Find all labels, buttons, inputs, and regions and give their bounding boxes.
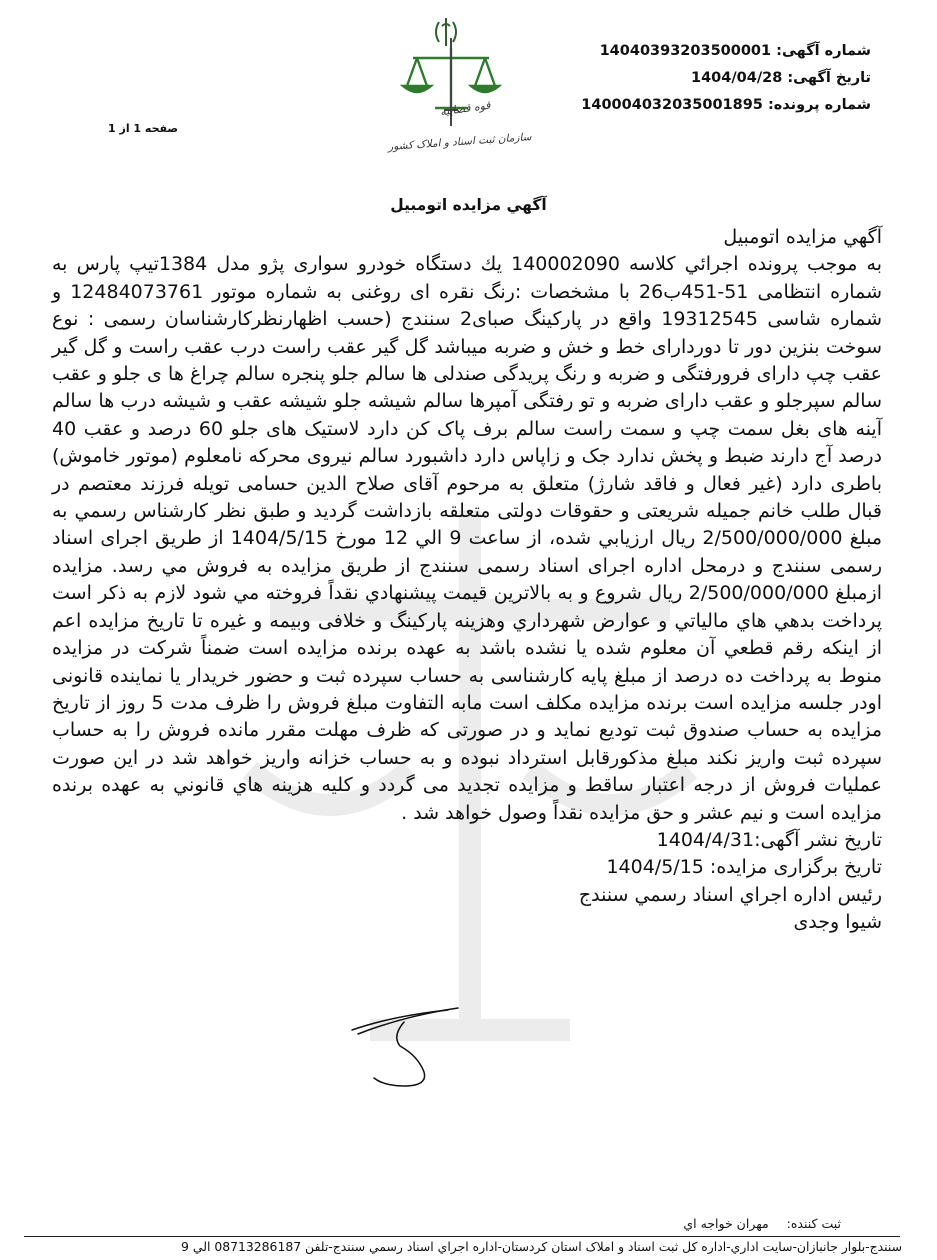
registrar-label: ثبت کننده: — [786, 1216, 841, 1231]
file-number-row — [581, 92, 871, 119]
auction-date-row — [52, 854, 882, 881]
handwritten-signature — [344, 1000, 464, 1090]
notice-date: 1404/04/28 — [691, 70, 783, 86]
body-heading: آگهي مزايده اتومبيل — [723, 226, 882, 248]
emblem-sub-org: سازمان ثبت اسناد و املاک کشور — [387, 131, 532, 153]
page-title: آگهي مزايده اتومبيل — [390, 196, 547, 214]
publish-date: 1404/4/31 — [656, 828, 755, 851]
auction-date: 1404/5/15 — [606, 856, 704, 879]
footer-divider — [24, 1236, 900, 1237]
publish-date-row — [52, 827, 882, 854]
notice-meta — [581, 38, 871, 119]
notice-body — [52, 224, 882, 937]
notice-number-row — [581, 38, 871, 65]
signer-title: رئيس اداره اجراي اسناد رسمي سنندج — [578, 883, 882, 906]
notice-number: 14040393203500001 — [599, 43, 772, 59]
footer-address: سنندج-بلوار جانبازان-سايت اداري-اداره کل ثبت اسناد و املاک استان کردستان-اداره اجراي اسناد رسمي سنندج-تلفن 08713286187 الي 9 — [181, 1239, 902, 1254]
file-number: 140004032035001895 — [581, 97, 763, 113]
emblem-org-name: قوه قضاییه — [439, 98, 492, 119]
body-paragraph: به موجب پرونده اجرائي كلاسه 140002090 يك دستگاه خودرو سواری پژو مدل 1384تیپ پارس به شماره انتظامی 51-451ب26 با مشخصات :رنگ نقره ای روغنی به شماره موتور 12484073761 و شماره شاسی 19312545 واقع در پارکینگ صبای2 سنندج (حسب اظهارنظرکارشناسان رسمی : نوع سوخت بنزین دور تا دوردارای خط و خش و ضربه میباشد گل گیر عقب راست درب عقب راست و گل گیر عقب چپ دارای فرورفتگی و ضربه و رنگ پریدگی صندلی ها سالم جلو پنجره سالم چراغ ها ی جلو و عقب سالم سپرجلو و عقب دارای ضربه و تو رفتگی آمپرها سالم شیشه جلو شیشه عقب و شیشه درب ها سالم آینه های بغل سمت چپ و سمت راست سالم برف پاک کن دارد لاستیک های جلو 60 درصد و عقب 40 درصد آج دارند ضبط و پخش ندارد جک و زاپاس دارد داشبورد سالم نیروی محرکه نامعلوم (موتور خاموش) باطری دارد (غیر فعال و فاقد شارژ) متعلق به مرحوم آقای صلاح الدین حسامی تویله فرزند معتصم در قبال طلب خانم جمیله شریعتی و حقوقات دولتی متعلقه بازداشت گردید و طبق نظر كارشناس رسمي به مبلغ 2/500/000/000 ريال ارزيابي شده، از ساعت 9 الي 12 مورخ 1404/5/15 از طريق اجراى اسناد رسمى سنندج و درمحل اداره اجرای اسناد رسمی سنندج از طريق مزايده به فروش مي رسد. مزايده ازمبلغ 2/500/000/000 ريال شروع و به بالاترين قيمت پيشنهادي نقداً فروخته مي شود لازم به ذكر است پرداخت بدهي هاي مالياتي و عوارض شهرداري وهزينه پاركينگ و خلافی وبیمه و غيره تا تاريخ مزايده اعم از اينكه رقم قطعي آن معلوم شده يا نشده باشد به عهده برنده مزايده است ضمناً شركت در مزايده منوط به پرداخت ده درصد از مبلغ پايه كارشناسی به حساب سپرده ثبت و حضور خريدار يا نماينده قانونی اودر جلسه مزايده است برنده مزايده مكلف است مابه التفاوت مبلغ فروش را ظرف مدت 5 روز از تاريخ مزايده به حساب صندوق ثبت توديع نمايد و در صورتی كه ظرف مهلت مقرر مانده فروش را به حساب سپرده ثبت واريز نكند مبلغ مذكورقابل استرداد نبوده و به حساب خزانه واريز خواهد شد در اين صورت عمليات فروش از درجه اعتبار ساقط و مزايده تجديد می گردد و كليه هزينه هاي قانوني به عهده برنده مزايده است و نيم عشر و حق مزايده نقداً وصول خواهد شد . — [52, 253, 883, 824]
page-number: صفحه 1 از 1 — [108, 122, 179, 135]
notice-date-label: تاریخ آگهی: — [787, 70, 871, 86]
publish-date-label: تاریخ نشر آگهی: — [754, 828, 882, 851]
file-number-label: شماره پرونده: — [767, 97, 871, 113]
registrar-name: مهران خواجه اي — [683, 1216, 769, 1231]
notice-number-label: شماره آگهی: — [776, 43, 871, 59]
notice-date-row — [581, 65, 871, 92]
auction-date-label: تاریخ برگزاری مزایده: — [709, 856, 882, 879]
registrar — [683, 1216, 841, 1231]
signer-name: شيوا وجدی — [793, 911, 882, 934]
